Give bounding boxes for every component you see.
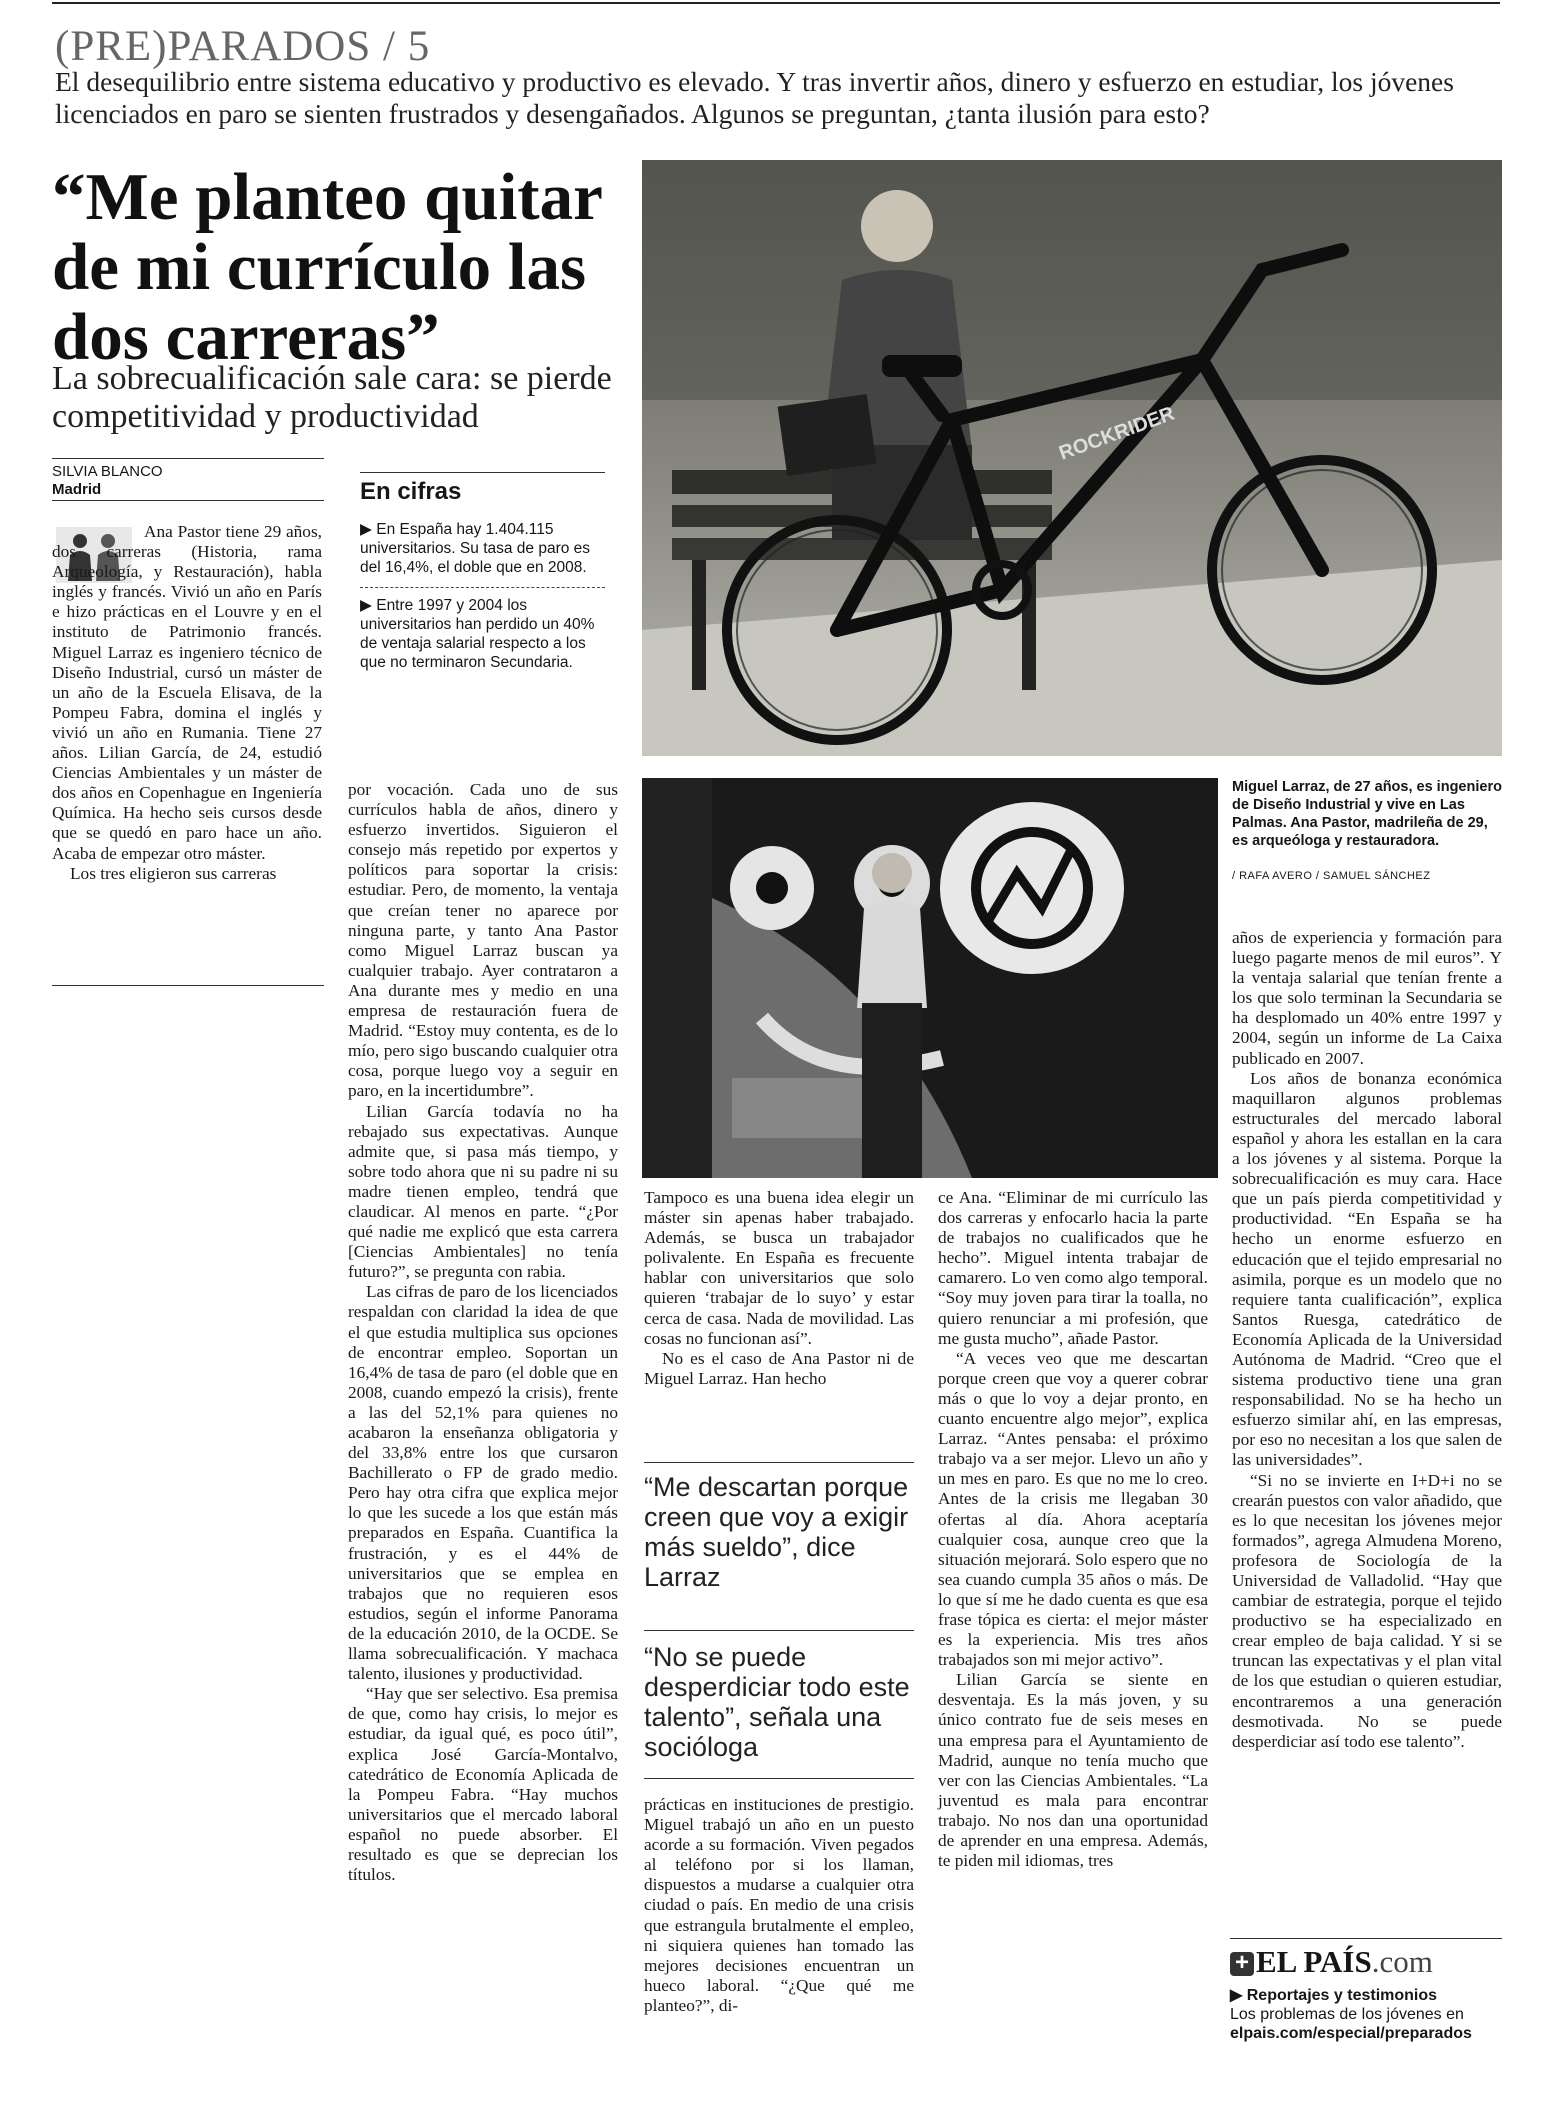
paragraph: Las cifras de paro de los licenciados respaldan con claridad la idea de que el que estudia multiplica sus opciones de encontrar empleo. Soportan un 16,4% de tasa de paro (el doble que en 2008, cuando empezó la crisis), frente a las del 52,1% para quienes no acabaron la enseñanza obligatoria y del 33,8% entre los que cursaron Bachillerato o FP de grado medio. Pero hay otra cifra que explica mejor lo que les sucede a los que están más preparados en España. Cuantifica la frustración, y es el 44% de universitarios que se emplea en trabajos que no requieren esos estudios, según el informe Panorama de la educación 2010, de la OCDE. Se llama sobrecualificación. Y machaca talento, ilusiones y productividad. xyxy=(348,1282,618,1684)
article-column-3b xyxy=(644,1795,914,2016)
paragraph: No es el caso de Ana Pastor ni de Miguel Larraz. Han hecho xyxy=(644,1348,914,1388)
byline-rule-bottom xyxy=(52,500,324,501)
promo-rule xyxy=(1230,1938,1502,1939)
cifras-item: ▶ Entre 1997 y 2004 los universitarios han perdido un 40% de ventaja salarial respecto a los que no terminaron Secundaria. xyxy=(360,597,595,671)
byline-author: SILVIA BLANCO xyxy=(52,463,163,480)
quote-rule xyxy=(644,1630,914,1631)
quote-rule xyxy=(644,1778,914,1779)
byline-rule xyxy=(52,458,324,459)
paragraph: por vocación. Cada uno de sus currículos habla de años, dinero y esfuerzo invertidos. Siguieron el consejo más repetido por expertos y políticos para soportar la crisis: estudiar. Pero, de momento, la ventaja que creían tener no aparece por ninguna parte, y tanto Ana Pastor como Miguel Larraz buscan ya cualquier trabajo. Ayer contrataron a Ana durante mes y medio en una empresa de restauración fuera de Madrid. “Estoy muy contenta, es de lo mío, pero sigo buscando cualquier otra cosa, porque luego voy a seguir en paro, en la incertidumbre”. xyxy=(348,780,618,1101)
paragraph: “Hay que ser selectivo. Esa premisa de que, como hay crisis, lo mejor es estudiar, da igual qué, es poco útil”, explica José García-Montalvo, catedrático de Economía Aplicada de la Pompeu Fabra. “Hay muchos universitarios que el mercado laboral español no puede absorber. El resultado es que se deprecian los títulos. xyxy=(348,1684,618,1885)
paragraph: “A veces veo que me descartan porque creen que voy a querer cobrar más o que lo voy a dejar pronto, en cuanto encuentre algo mejor”, explica Larraz. “Antes pensaba: el próximo trabajo va a ser mejor. Llevo un año y un mes en paro. Es que no me lo creo. Antes de la crisis me llegaban 30 ofertas al día. Ahora aceptaría cualquier cosa, aunque creo que la situación mejorará. Solo espero que no sea cuando cumpla 35 años o más. De lo que sí me he dado cuenta es que esa frase tópica es cierta: el mejor máster es la experiencia. Mis tres años trabajados son mi mejor activo”. xyxy=(938,1348,1208,1670)
paragraph: Lilian García todavía no ha rebajado sus expectativas. Aunque admite que, si pasa más tiempo, y sobre todo ahora que ni su padre ni su madre tienen empleo, tendrá que claudicar. Al menos en parte. “¿Por qué nadie me explicó que esta carrera [Ciencias Ambientales] no tenía futuro?”, se pregunta con rabia. xyxy=(348,1101,618,1282)
photo-credit: / RAFA AVERO / SAMUEL SÁNCHEZ xyxy=(1232,870,1431,882)
promo-text: Los problemas de los jóvenes en xyxy=(1230,2006,1464,2023)
photo-bike xyxy=(642,160,1502,756)
subheadline: La sobrecualificación sale cara: se pierde competitividad y productividad xyxy=(52,360,612,435)
cifras-box xyxy=(360,520,605,680)
article-column-3 xyxy=(644,1188,914,1389)
cifras-separator xyxy=(360,587,605,588)
photo-bike-image xyxy=(642,160,1502,756)
intro-text: El desequilibrio entre sistema educativo y productivo es elevado. Y tras invertir años, dinero y esfuerzo en estudiar, los jóvenes licenciados en paro se sienten frustrados y desengañados. Algunos se preguntan, ¿tanta ilusión para esto? xyxy=(55,66,1454,129)
headline: “Me planteo quitar de mi currículo las dos carreras” xyxy=(52,160,602,374)
paragraph: Ana Pastor tiene 29 años, dos carreras (Historia, rama Arqueología, y Restauración), habla inglés y francés. Vivió un año en París e hizo prácticas en el Louvre y en el instituto de Patrimonio francés. Miguel Larraz es ingeniero técnico de Diseño Industrial, cursó un máster de un año de la Escuela Elisava, de la Pompeu Fabra, domina el inglés y vivió un año en Rumania. Tiene 27 años. Lilian García, de 24, estudió Ciencias Ambientales y un máster de dos años en Copenhague en Ingeniería Química. Ha hecho seis cursos desde que se quedó en paro hace un año. Acaba de empezar otro máster. xyxy=(52,522,322,863)
elpais-promo xyxy=(1230,1986,1510,2043)
pull-quote-1: “Me descartan porque creen que voy a exigir más sueldo”, dice Larraz xyxy=(644,1472,909,1592)
article-column-5 xyxy=(1232,928,1502,1752)
photo-graffiti-image xyxy=(642,778,1218,1178)
paragraph: prácticas en instituciones de prestigio. Miguel trabajó un año en un puesto acorde a su formación. Viven pegados al teléfono por si los llaman, dispuestos a mudarse a cualquier otra ciudad o país. En medio de una crisis que estrangula brutalmente el empleo, ni siquiera quienes han tomado las mejores decisiones encuentran un hueco laboral. “¿Que qué me planteo?”, di- xyxy=(644,1795,914,2015)
cifras-item: ▶ En España hay 1.404.115 universitarios. Su tasa de paro es del 16,4%, el doble que en 2008. xyxy=(360,521,591,576)
top-rule xyxy=(52,2,1500,4)
quote-rule xyxy=(644,1462,914,1463)
photo-graffiti xyxy=(642,778,1218,1178)
elpais-logo-main: EL PAÍS xyxy=(1256,1944,1372,1979)
cifras-title: En cifras xyxy=(360,478,462,505)
paragraph: años de experiencia y formación para luego pagarte menos de mil euros”. Y la ventaja salarial que tenían frente a los que solo terminan la Secundaria se ha desplomado un 40% entre 1997 y 2004, según un informe de La Caixa publicado en 2007. xyxy=(1232,928,1502,1068)
elpais-logo xyxy=(1230,1944,1433,1980)
byline-place: Madrid xyxy=(52,481,102,498)
article-column-2 xyxy=(348,780,618,1885)
paragraph: Los años de bonanza económica maquillaron algunos problemas estructurales del mercado laboral español y ahora les estallan en la cara a los jóvenes y al sistema. Porque la sobrecualificación es muy cara. Hace que un país pierda competitividad y productividad. “En España se ha hecho un enorme esfuerzo en educación que el tejido empresarial no asimila, porque es un modelo que no requiere tanta cualificación”, explica Santos Ruesga, catedrático de Economía Aplicada de la Universidad Autónoma de Madrid. “Creo que el sistema productivo tiene una gran responsabilidad. No se ha hecho un esfuerzo similar ahí, en las empresas, por eso no necesitan a los que salen de las universidades”. xyxy=(1232,1068,1502,1470)
byline xyxy=(52,463,163,499)
cifras-rule xyxy=(360,472,605,473)
photo-caption: Miguel Larraz, de 27 años, es ingeniero de Diseño Industrial y vive en Las Palmas. Ana Pastor, madrileña de 29, es arqueóloga y restauradora. xyxy=(1232,779,1502,849)
elpais-logo-suffix: .com xyxy=(1371,1944,1433,1979)
column-rule xyxy=(52,985,324,986)
paragraph: “Si no se invierte en I+D+i no se crearán puestos con valor añadido, que es lo que necesitan los jóvenes mejor formados”, agrega Almudena Moreno, profesora de Sociología de la Universidad de Valladolid. “Hay que cambiar de estrategia, porque el tejido productivo se ha especializado en crear empleo de baja calidad. Y si se truncan las expectativas y el plan vital de los que estudian o quieren estudiar, encontraremos a una generación desmotivada. No se puede desperdiciar así todo ese talento”. xyxy=(1232,1470,1502,1751)
paragraph: Lilian García se siente en desventaja. Es la más joven, y su único contrato fue de seis meses en una empresa para el Ayuntamiento de Madrid, aunque no tenía mucho que ver con las Ciencias Ambientales. “La juventud es mala para encontrar trabajo. No nos dan una oportunidad de aprender en una empresa. Además, te piden mil idiomas, tres xyxy=(938,1670,1208,1871)
bike-brand-text: ROCKRIDER xyxy=(1056,402,1178,465)
section-title: (PRE)PARADOS / 5 xyxy=(55,23,431,70)
paragraph: ce Ana. “Eliminar de mi currículo las dos carreras y enfocarlo hacia la parte de trabajos no cualificados que he hecho”. Miguel intenta trabajar de camarero. Lo ven como algo temporal. “Soy muy joven para tirar la toalla, no quiero renunciar a mi profesión, que me gusta mucho”, añade Pastor. xyxy=(938,1188,1208,1348)
promo-title: ▶ Reportajes y testimonios xyxy=(1230,1987,1438,2004)
article-column-1 xyxy=(52,522,322,884)
pull-quote-2: “No se puede desperdiciar todo este talento”, señala una socióloga xyxy=(644,1642,910,1762)
paragraph: Los tres eligieron sus carreras xyxy=(70,863,277,883)
article-column-4 xyxy=(938,1188,1208,1871)
paragraph: Tampoco es una buena idea elegir un máster sin apenas haber trabajado. Además, se busca un trabajador polivalente. En España es frecuente hablar con universitarios que solo quieren ‘trabajar de lo suyo’ y estar cerca de casa. Nada de movilidad. Las cosas no funcionan así”. xyxy=(644,1188,914,1348)
plus-icon: + xyxy=(1230,1952,1254,1976)
promo-link[interactable]: elpais.com/especial/preparados xyxy=(1230,2025,1472,2042)
